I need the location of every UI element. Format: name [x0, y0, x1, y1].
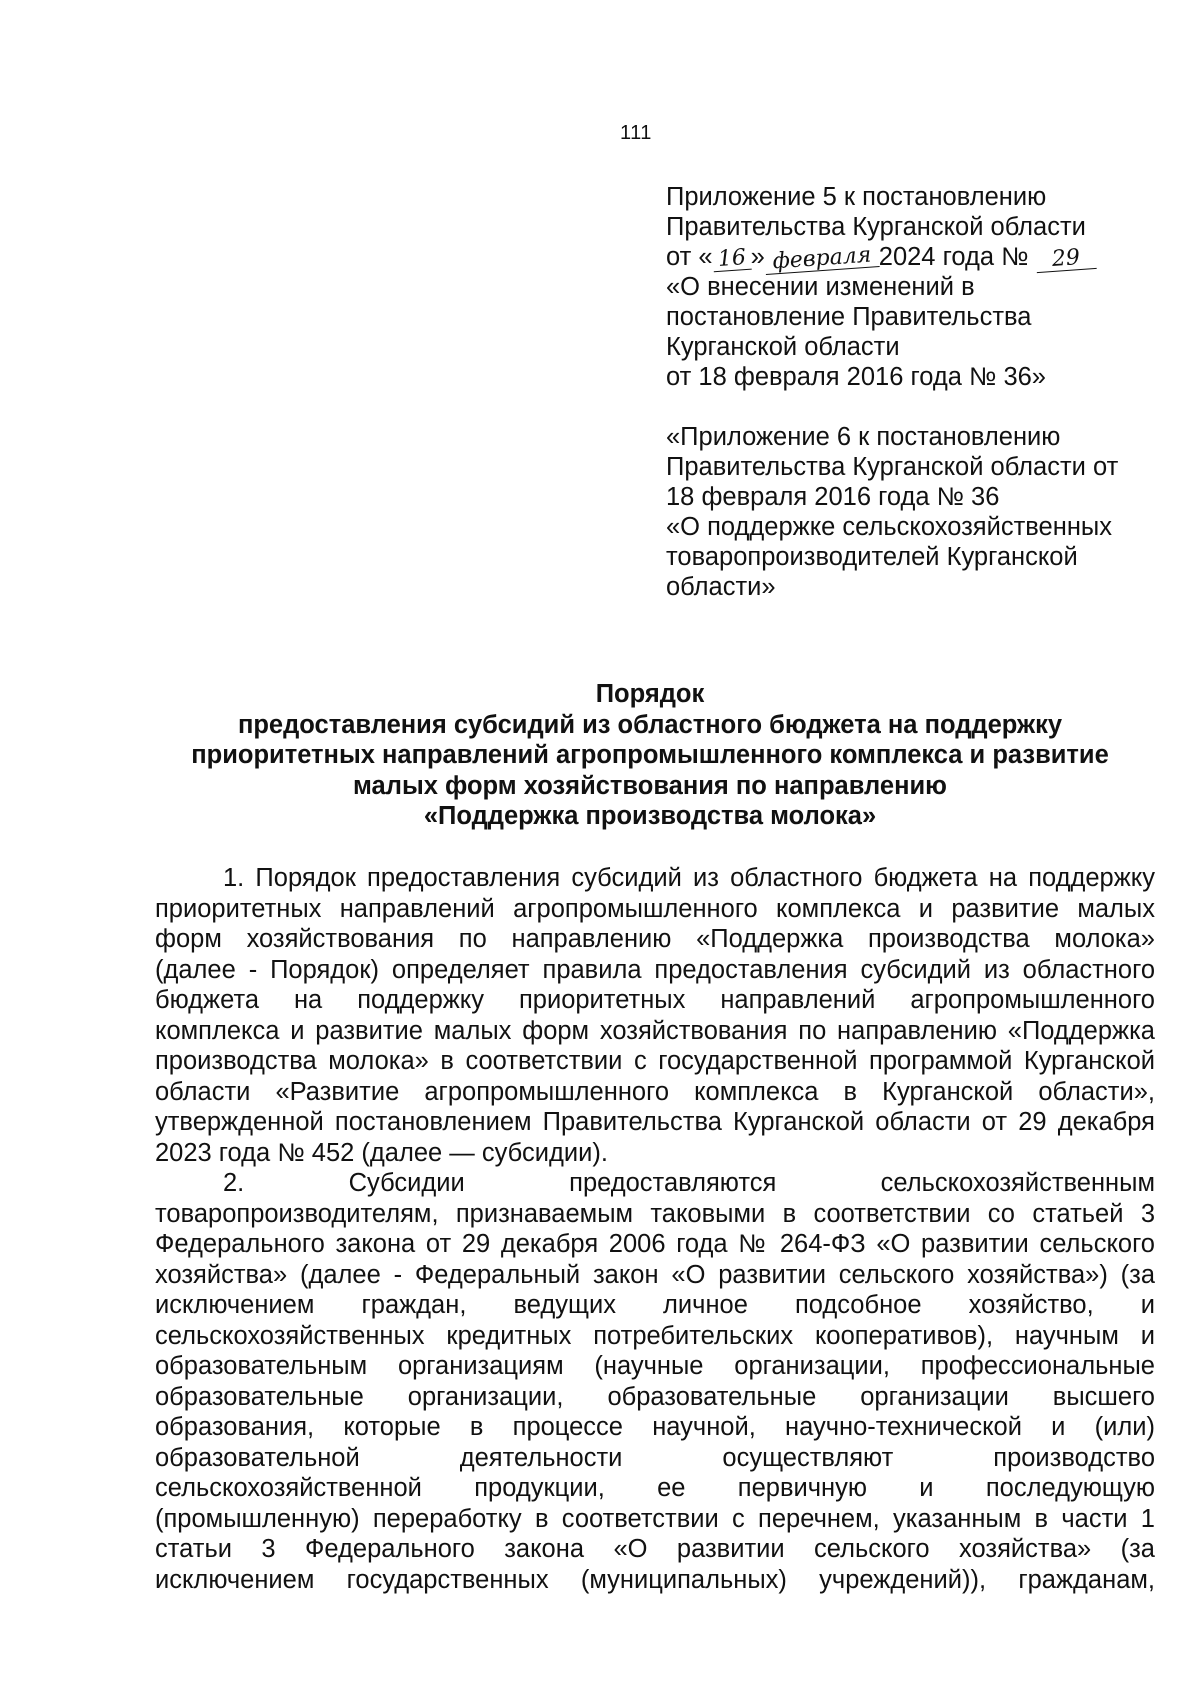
title-line: приоритетных направлений агропромышленного комплекса и развитие	[191, 741, 1109, 769]
appendix-line: от 18 февраля 2016 года № 36»	[666, 363, 1046, 391]
body-line: утвержденной постановлением Правительства Курганской области от 29 декабря	[155, 1108, 1155, 1136]
handwritten-doc-number: 29	[1035, 246, 1096, 273]
body-line: исключением государственных (муниципальных) учреждений)), гражданам,	[155, 1565, 1155, 1594]
body-line: 2023 года № 452 (далее — субсидии).	[155, 1138, 608, 1167]
appendix-line: области»	[666, 573, 776, 601]
body-line: приоритетных направлений агропромышленного комплекса и развитие малых	[155, 894, 1155, 923]
body-line: производства молока» в соответствии с государственной программой Курганской	[155, 1047, 1155, 1075]
body-line: сельскохозяйственной продукции, ее первичную и последующую	[155, 1474, 1155, 1502]
body-line: (промышленную) переработку в соответствии с перечнем, указанным в части 1	[155, 1504, 1155, 1533]
body-line: комплекса и развитие малых форм хозяйствования по направлению «Поддержка	[155, 1016, 1155, 1045]
appendix-line: товаропроизводителей Курганской	[666, 543, 1078, 571]
body-line: бюджета на поддержку приоритетных направлений агропромышленного	[155, 986, 1155, 1014]
body-line: 2. Субсидии предоставляются сельскохозяйственным	[223, 1169, 1155, 1197]
body-line: образования, которые в процессе научной, научно-технической и (или)	[155, 1413, 1155, 1441]
title-line: «Поддержка производства молока»	[423, 802, 877, 830]
document-body	[155, 863, 1155, 1595]
appendix-date-line	[666, 242, 1166, 275]
body-line: образовательные организации, образовательные организации высшего	[155, 1382, 1155, 1411]
body-line: (далее - Порядок) определяет правила предоставления субсидий из областного	[155, 955, 1155, 984]
date-mid: »	[750, 243, 765, 271]
appendix-line: «Приложение 6 к постановлению	[666, 423, 1061, 451]
appendix-line: Курганской области	[666, 333, 900, 361]
body-line: 1. Порядок предоставления субсидий из областного бюджета на поддержку	[223, 864, 1155, 892]
appendix-header	[666, 182, 1166, 602]
handwritten-month: февраля	[764, 244, 879, 275]
title-line: малых форм хозяйствования по направлению	[353, 771, 947, 800]
body-line: товаропроизводителям, признаваемым таковыми в соответствии со статьей 3	[155, 1199, 1155, 1228]
body-line: исключением граждан, ведущих личное подсобное хозяйство, и	[155, 1291, 1155, 1319]
appendix-line: «О внесении изменений в	[666, 273, 975, 301]
appendix-line: 18 февраля 2016 года № 36	[666, 483, 1000, 511]
body-line: образовательной деятельности осуществляют производство	[155, 1443, 1155, 1472]
appendix-line: «О поддержке сельскохозяйственных	[666, 513, 1112, 541]
appendix-line: Приложение 5 к постановлению	[666, 183, 1047, 211]
body-line: статьи 3 Федерального закона «О развитии сельского хозяйства» (за	[155, 1535, 1155, 1563]
body-line: сельскохозяйственных кредитных потребительских кооперативов), научным и	[155, 1321, 1155, 1350]
appendix-line: постановление Правительства	[666, 303, 1032, 331]
date-year: 2024 года №	[878, 243, 1029, 271]
appendix-line: Правительства Курганской области	[666, 213, 1086, 241]
appendix-line: Правительства Курганской области от	[666, 453, 1119, 481]
document-title	[100, 679, 1200, 832]
title-line: предоставления субсидий из областного бюджета на поддержку	[237, 710, 1063, 739]
page-number: 111	[620, 122, 652, 144]
handwritten-day: 16	[712, 247, 752, 273]
date-prefix: от «	[666, 243, 713, 271]
body-line: образовательным организациям (научные организации, профессиональные	[155, 1352, 1155, 1380]
body-line: форм хозяйствования по направлению «Поддержка производства молока»	[155, 925, 1155, 953]
title-line: Порядок	[595, 680, 705, 708]
body-line: хозяйства» (далее - Федеральный закон «О развитии сельского хозяйства») (за	[155, 1260, 1155, 1289]
body-line: области «Развитие агропромышленного комплекса в Курганской области»,	[155, 1077, 1155, 1106]
body-line: Федерального закона от 29 декабря 2006 года № 264-ФЗ «О развитии сельского	[155, 1230, 1155, 1258]
